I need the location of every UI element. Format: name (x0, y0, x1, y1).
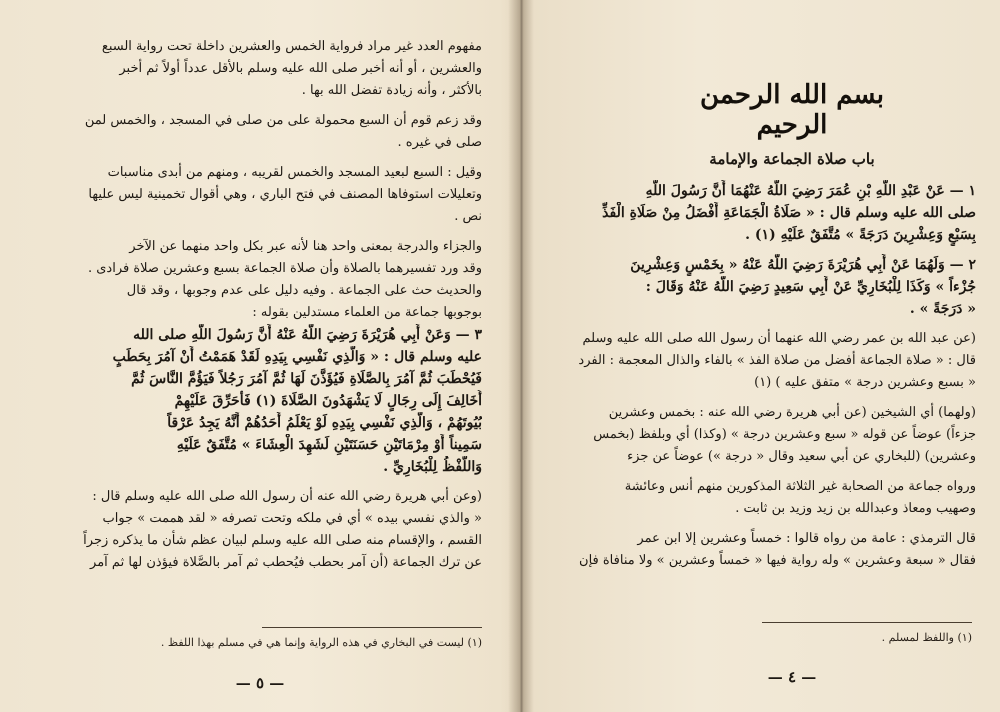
footnote: (١) ليست في البخاري في هذه الرواية وإنما هي في مسلم بهذا اللفظ . (160, 636, 482, 649)
hadith-line: وَاللَّفْظُ لِلْبُخَارِيِّ . (383, 459, 482, 475)
page-number: — ٤ — (767, 668, 817, 686)
hadith-line: عليه وسلم قال : « وَالَّذِي نَفْسِي بِيَدِهِ لَقَدْ هَمَمْتُ أَنْ آمُرَ بِحَطَبٍ (112, 349, 482, 365)
text-line: عن ترك الجماعة (أن آمر بحطب فيُحطب ثم آمر بالصَّلاة فيؤذن لها ثم آمر (90, 555, 482, 570)
text-line: جزءاً) عوضاً عن قوله « سبع وعشرين درجة » (وكذا) أي وبلفظ (بخمس (593, 427, 976, 442)
basmala-heading: بسم الله الرحمن الرحيم (700, 80, 884, 140)
chapter-title: باب صلاة الجماعة والإمامة (709, 150, 875, 168)
text-line: وتعليلات استوفاها المصنف في فتح الباري ، وهي أقوال تخمينية ليس عليها (88, 187, 482, 202)
hadith-line: بُيُوتَهُمْ ، وَالَّذِي نَفْسِي بِيَدِهِ لَوْ يَعْلَمُ أَحَدُهُمْ أَنَّهُ يَجِدُ عَرْقاً (167, 415, 482, 431)
hadith-line: ١ — عَنْ عَبْدِ اللَّهِ بْنِ عُمَرَ رَضِيَ اللَّهُ عَنْهُمَا أَنَّ رَسُولَ اللَّهِ (645, 183, 976, 199)
hadith-line: ٢ — وَلَهُمَا عَنْ أَبِي هُرَيْرَةَ رَضِيَ اللَّهُ عَنْهُ « بِخَمْسٍ وَعِشْرِينَ (630, 257, 976, 273)
footnote-divider (762, 622, 972, 623)
text-line: القسم ، والإقسام منه صلى الله عليه وسلم لبيان عظم شأن ما يذكره زجراً (83, 533, 482, 548)
text-line: « بسبع وعشرين درجة » متفق عليه ) (١) (754, 375, 976, 390)
text-line: ورواه جماعة من الصحابة غير الثلاثة المذكورين منهم أنس وعائشة (624, 479, 976, 494)
hadith-line: سَمِيناً أَوْ مِرْمَاتَيْنِ حَسَنَتَيْنِ لَشَهِدَ الْعِشَاءَ » مُتَّفَقٌ عَلَيْهِ (176, 437, 482, 453)
text-line: « والذي نفسي بيده » أي في ملكه وتحت تصرفه « لقد هممت » جواب (102, 511, 482, 526)
text-line: وقد زعم قوم أن السبع محمولة على من صلى في المسجد ، والخمس لمن (84, 113, 482, 128)
text-line: (وعن أبي هريرة رضي الله عنه أن رسول الله صلى الله عليه وسلم قال : (92, 489, 482, 504)
text-line: والحديث حث على الجماعة . وفيه دليل على عدم وجوبها ، وقد قال (126, 283, 482, 298)
text-line: نص . (454, 209, 482, 224)
right-page (532, 0, 1000, 712)
right-page-body (556, 180, 976, 572)
text-line: صلى في غيره . (397, 135, 482, 150)
footnote-divider (262, 627, 482, 628)
hadith-line: بِسَبْعٍ وَعِشْرِينَ دَرَجَةً » مُتَّفَقٌ عَلَيْهِ (١) . (745, 227, 976, 243)
page-number: — ٥ — (235, 674, 285, 692)
text-line: وصهيب ومعاذ وعبدالله بن زيد وزيد بن ثابت . (735, 501, 976, 516)
text-line: بالأكثر ، وأنه زيادة تفضل الله بها . (301, 83, 482, 98)
text-line: فقال « سبعة وعشرين » وله رواية فيها « خمساً وعشرين » ولا منافاة فإن (579, 553, 976, 568)
hadith-line: جُزْءاً » وَكَذَا لِلْبُخَارِيِّ عَنْ أَبِي سَعِيدٍ رَضِيَ اللَّهُ عَنْهُ وَقَالَ : (645, 279, 976, 295)
footnote: (١) واللفظ لمسلم . (881, 631, 972, 644)
text-line: وعشرين) (للبخاري عن أبي سعيد وقال « درجة ») عوضاً عن جزء (627, 449, 976, 464)
hadith-line: « دَرَجَةً » . (909, 301, 976, 317)
book-gutter (508, 0, 534, 712)
hadith-line: فَيُحْطَبَ ثُمَّ آمُرَ بِالصَّلَاةِ فَيُؤَذَّنَ لَهَا ثُمَّ آمُرَ رَجُلاً فَيَؤُمَّ النَّاسَ ثُمَّ (131, 371, 482, 387)
hadith-line: ٣ — وَعَنْ أَبِي هُرَيْرَةَ رَضِيَ اللَّهُ عَنْهُ أَنَّ رَسُولَ اللَّهِ صلى الله (133, 327, 482, 343)
text-line: بوجوبها جماعة من العلماء مستدلين بقوله : (252, 305, 482, 320)
text-line: قال الترمذي : عامة من رواه قالوا : خمساً وعشرين إلا ابن عمر (637, 531, 976, 546)
text-line: (ولهما) أي الشيخين (عن أبي هريرة رضي الله عنه : بخمس وعشرين (608, 405, 976, 420)
text-line: والجزاء والدرجة بمعنى واحد هنا لأنه عبر بكل واحد منهما عن الآخر (129, 239, 482, 254)
text-line: وقيل : السبع لبعيد المسجد والخمس لقريبه ، ومنهم من أبدى مناسبات (107, 165, 482, 180)
hadith-line: أُخَالِفَ إِلَى رِجَالٍ لَا يَشْهَدُونَ الصَّلَاةَ (١) فَأُحَرِّقَ عَلَيْهِمْ (174, 393, 482, 409)
hadith-line: صلى الله عليه وسلم قال : « صَلَاةُ الْجَمَاعَةِ أَفْضَلُ مِنْ صَلَاةِ الْفَذِّ (602, 205, 976, 221)
text-line: وقد ورد تفسيرهما بالصلاة وأن صلاة الجماعة بسبع وعشرين صلاة فرادى . (87, 261, 482, 276)
text-line: والعشرين ، أو أنه أخبر صلى الله عليه وسلم بالأقل عدداً أولاً ثم أخبر (119, 61, 482, 76)
text-line: مفهوم العدد غير مراد فرواية الخمس والعشرين داخلة تحت رواية السبع (101, 39, 482, 54)
text-line: قال : « صلاة الجماعة أفضل من صلاة الفذ » بالفاء والذال المعجمة : الفرد (578, 353, 976, 368)
left-page-body (62, 36, 482, 574)
text-line: (عن عبد الله بن عمر رضي الله عنهما أن رسول الله صلى الله عليه وسلم (582, 331, 976, 346)
